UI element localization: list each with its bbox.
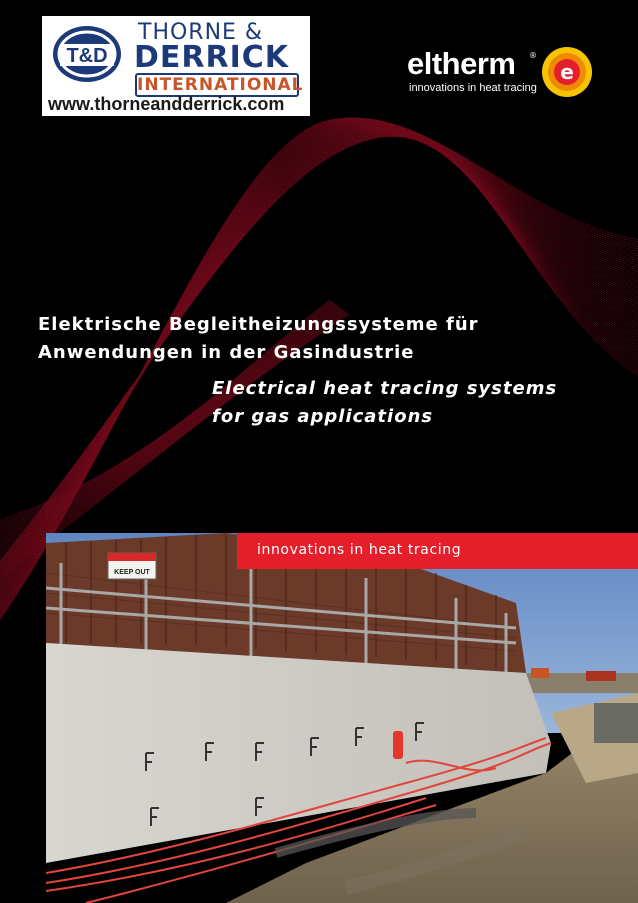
headline-german-line2: Anwendungen in der Gasindustrie	[38, 342, 415, 363]
eltherm-logo-icon	[541, 46, 593, 98]
headline-english	[212, 375, 557, 431]
eltherm-icon-letter: e	[560, 60, 574, 84]
construction-site-photo	[46, 533, 638, 903]
td-line-international: INTERNATIONAL	[137, 75, 304, 95]
keep-out-sign-text: KEEP OUT	[114, 569, 150, 576]
eltherm-registered-mark: ®	[529, 51, 537, 60]
td-line-derrick: DERRICK	[134, 40, 290, 75]
headline-german-line1: Elektrische Begleitheizungssysteme für	[38, 314, 479, 335]
thorne-derrick-logo[interactable]	[42, 16, 310, 116]
td-emblem-text: T&D	[66, 45, 108, 67]
eltherm-wordmark: eltherm	[407, 46, 516, 81]
td-line-thorne: THORNE &	[138, 20, 264, 45]
photo-banner-text: innovations in heat tracing	[257, 542, 462, 558]
td-website-url[interactable]: www.thorneandderrick.com	[48, 94, 285, 114]
headline-english-line2: for gas applications	[212, 406, 434, 427]
td-emblem-icon	[50, 22, 124, 86]
eltherm-tagline: innovations in heat tracing	[409, 82, 537, 94]
photo-banner	[237, 533, 638, 569]
headline-german	[38, 311, 479, 367]
headline-english-line1: Electrical heat tracing systems	[212, 378, 558, 399]
